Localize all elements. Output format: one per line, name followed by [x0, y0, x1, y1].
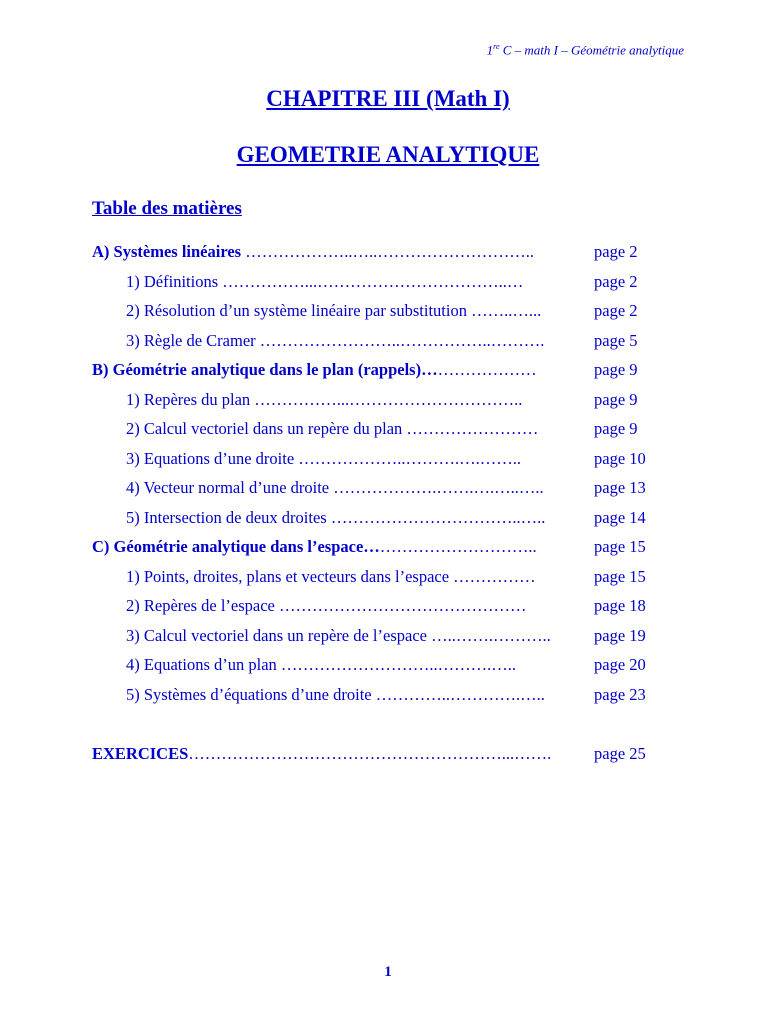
toc-entry-label — [126, 653, 516, 677]
toc-entry-title: 3) Calcul vectoriel dans un repère de l’espace — [126, 625, 427, 645]
toc-entry-title: 1) Définitions — [126, 271, 219, 291]
toc-entry[interactable] — [0, 240, 768, 270]
toc-entry-title: 2) Repères de l’espace — [126, 596, 275, 615]
toc-entry-page: page 18 — [594, 596, 646, 615]
toc-entry[interactable] — [0, 535, 768, 565]
toc-entry-label — [126, 299, 541, 323]
toc-entry-page: page 10 — [594, 448, 646, 468]
toc-entry[interactable] — [0, 742, 768, 772]
toc-entry[interactable] — [0, 447, 768, 477]
toc-entry-leader: ……………………………………… — [274, 596, 527, 615]
toc-entry-label — [126, 506, 545, 530]
toc-entry-page: page 9 — [594, 360, 638, 379]
toc-entry-label — [92, 535, 537, 559]
toc-entry-leader: ……………………………..….. — [326, 507, 546, 527]
page-number: 1 — [384, 964, 392, 980]
toc-entry-label — [126, 447, 521, 471]
toc-entry-leader: ………………………..……….….. — [276, 655, 517, 674]
toc-entry-title: 5) Systèmes d’équations d’une droite — [126, 684, 372, 704]
toc-entry-page: page 25 — [594, 744, 646, 763]
toc-entry-page: page 9 — [594, 389, 638, 409]
toc-entry-title: 4) Equations d’un plan — [126, 655, 277, 674]
toc-entry-title: 2) Résolution d’un système linéaire par substitution — [126, 301, 467, 320]
toc-entry-leader: …..…….……….. — [426, 625, 551, 645]
toc-entry-page: page 19 — [594, 625, 646, 645]
toc-entry[interactable] — [0, 329, 768, 359]
toc-entry-page: page 15 — [594, 537, 646, 556]
toc-entry-title: B) Géométrie analytique dans le plan (rappels)… — [92, 360, 438, 379]
toc-entry-label — [92, 742, 551, 766]
toc-entry[interactable] — [0, 388, 768, 418]
toc-entry-leader: ……………...……………………………..… — [218, 271, 524, 291]
toc-entry-page: page 15 — [594, 566, 646, 586]
toc-entry-leader: ……………………..……………..………. — [255, 330, 545, 350]
toc-entry-page: page 2 — [594, 301, 638, 320]
toc-entry[interactable] — [0, 299, 768, 329]
toc-entry-title: A) Systèmes linéaires — [92, 242, 242, 261]
toc-entry-leader: …………………… — [402, 419, 539, 438]
toc-entry-label — [126, 624, 551, 648]
table-of-contents — [0, 240, 768, 772]
toc-entry-title: C) Géométrie analytique dans l’espace… — [92, 537, 380, 556]
toc-entry-label — [92, 358, 537, 382]
toc-entry[interactable] — [0, 594, 768, 624]
toc-entry-leader: ……………………….. — [379, 537, 537, 556]
toc-entry-leader: ………………..……….….…….. — [294, 448, 522, 468]
toc-entry-title: 3) Règle de Cramer — [126, 330, 256, 350]
toc-entry-page: page 2 — [594, 271, 638, 291]
toc-entry-page: page 23 — [594, 684, 646, 704]
toc-entry-leader: ……..…... — [466, 301, 542, 320]
toc-entry-label — [126, 476, 544, 500]
toc-entry[interactable] — [0, 565, 768, 595]
toc-entry[interactable] — [0, 624, 768, 654]
toc-entry[interactable] — [0, 476, 768, 506]
toc-entry-title: 1) Points, droites, plans et vecteurs dans l’espace — [126, 566, 450, 586]
toc-entry-page: page 14 — [594, 507, 646, 527]
toc-entry-title: 2) Calcul vectoriel dans un repère du plan — [126, 419, 403, 438]
toc-entry-leader: ……………… — [437, 360, 537, 379]
toc-entry[interactable] — [0, 653, 768, 683]
toc-entry-label — [126, 683, 545, 707]
toc-entry[interactable] — [0, 417, 768, 447]
toc-entry[interactable] — [0, 358, 768, 388]
toc-entry-title: 4) Vecteur normal d’une droite — [126, 478, 330, 497]
toc-entry-page: page 2 — [594, 242, 638, 261]
toc-entry-leader: ……………...………………………….. — [250, 389, 523, 409]
toc-heading: Table des matières — [92, 198, 242, 219]
toc-entry-title: 1) Repères du plan — [126, 389, 251, 409]
toc-entry-label — [126, 565, 536, 589]
toc-entry-leader: ………………..…..……………………….. — [241, 242, 534, 261]
toc-entry[interactable] — [0, 270, 768, 300]
toc-entry-page: page 9 — [594, 419, 638, 438]
toc-entry[interactable] — [0, 506, 768, 536]
toc-entry-title: 3) Equations d’une droite — [126, 448, 295, 468]
toc-entry-label — [126, 417, 538, 441]
toc-entry-page: page 13 — [594, 478, 646, 497]
toc-entry-title: EXERCICES — [92, 744, 189, 763]
chapter-title: CHAPITRE III (Math I) — [266, 86, 510, 111]
toc-entry-page: page 5 — [594, 330, 638, 350]
toc-entry[interactable] — [0, 683, 768, 713]
toc-entry-label — [126, 329, 544, 353]
toc-entry-leader: …………… — [449, 566, 536, 586]
toc-entry-page: page 20 — [594, 655, 646, 674]
toc-entry-label — [92, 240, 534, 264]
toc-entry-title: 5) Intersection de deux droites — [126, 507, 327, 527]
toc-entry-leader: …………..………….….. — [371, 684, 545, 704]
toc-entry-label — [126, 270, 523, 294]
toc-entry-label — [126, 388, 522, 412]
toc-entry-leader: …………………………………………………...……. — [188, 744, 552, 763]
toc-entry-leader: ……………….…….….…..….. — [329, 478, 544, 497]
running-header: 1re C – math I – Géométrie analytique — [486, 42, 684, 58]
toc-entry-label — [126, 594, 527, 618]
chapter-subtitle: GEOMETRIE ANALYTIQUE — [236, 142, 540, 167]
